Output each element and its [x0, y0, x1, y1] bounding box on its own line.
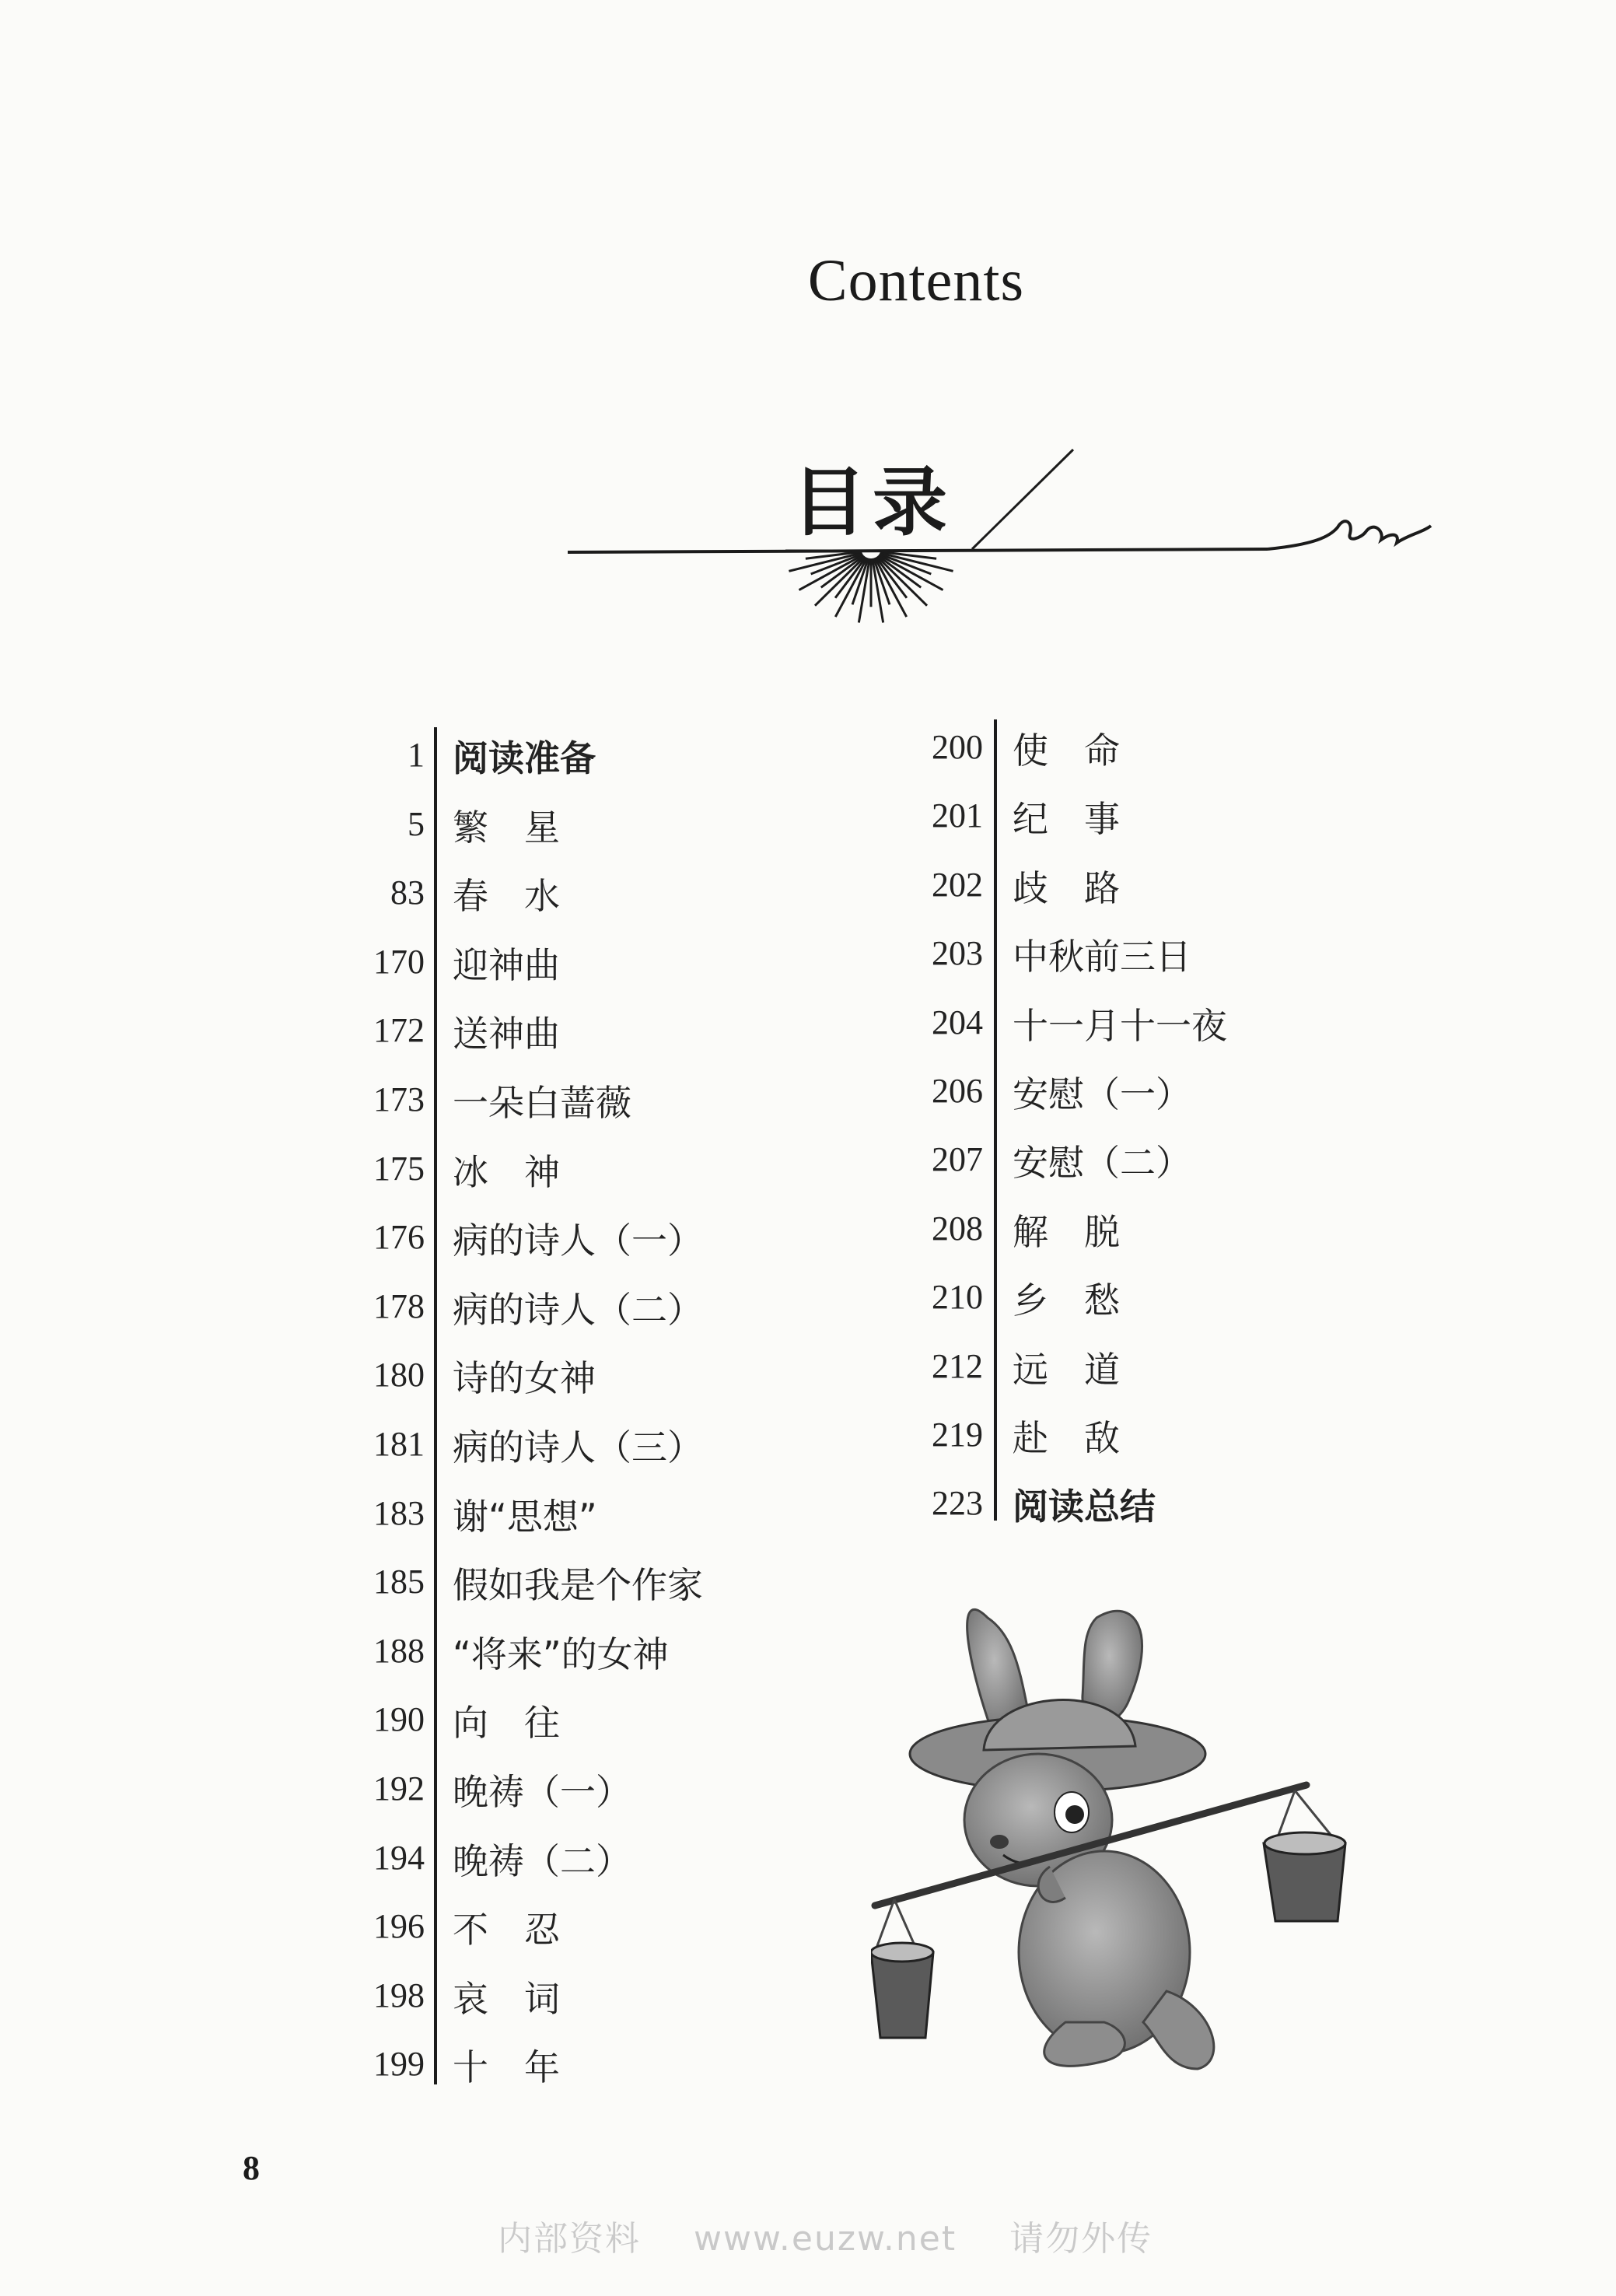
toc-entry-title[interactable]: 迎神曲 [453, 943, 560, 986]
toc-page-number: 199 [373, 2045, 425, 2084]
rabbit-carrying-buckets-illustration [871, 1587, 1431, 2084]
toc-page-number: 206 [932, 1072, 983, 1110]
watermark-text-2: 请勿外传 [1009, 2219, 1153, 2259]
toc-entry-title[interactable]: 哀 词 [453, 1977, 560, 2020]
toc-entry-title[interactable]: 向 往 [453, 1702, 560, 1745]
toc-entry-title[interactable]: 送神曲 [453, 1013, 560, 1055]
toc-entry-title[interactable]: 安慰（二） [1013, 1142, 1191, 1185]
toc-entry-title[interactable]: 谢“思想” [453, 1495, 597, 1538]
toc-entry-title[interactable]: 赴 敌 [1013, 1417, 1120, 1459]
toc-entry-title[interactable]: 使 命 [1013, 730, 1120, 772]
title-ornament [568, 436, 1454, 669]
toc-entry-title[interactable]: 乡 愁 [1013, 1279, 1120, 1322]
toc-page-number: 203 [932, 934, 983, 973]
toc-entry-title[interactable]: 远 道 [1013, 1348, 1120, 1391]
toc-entry-title[interactable]: 一朵白蔷薇 [453, 1082, 631, 1124]
toc-entry-title[interactable]: 中秋前三日 [1013, 936, 1191, 978]
watermark-url: www.euzw.net [694, 2219, 957, 2259]
toc-entry-title[interactable]: 阅读准备 [453, 737, 596, 779]
toc-page-number: 202 [932, 865, 983, 904]
contents-title: Contents [807, 248, 1025, 313]
watermark-text-1: 内部资料 [498, 2219, 641, 2259]
toc-page-number: 192 [373, 1769, 425, 1808]
toc-page-number: 212 [932, 1346, 983, 1385]
toc-entry-title[interactable]: 解 脱 [1013, 1210, 1120, 1253]
toc-page-number: 200 [932, 728, 983, 766]
toc-left-divider [434, 727, 437, 2084]
toc-entry-title[interactable]: 不 忍 [453, 1909, 560, 1951]
toc-page-number: 196 [373, 1907, 425, 1946]
toc-page-number: 223 [932, 1484, 983, 1523]
toc-entry-title[interactable]: 假如我是个作家 [453, 1564, 703, 1607]
toc-entry-title[interactable]: 冰 神 [453, 1150, 560, 1193]
toc-right-divider [994, 719, 997, 1521]
toc-entry-title[interactable]: 歧 路 [1013, 866, 1120, 909]
toc-entry-title[interactable]: 病的诗人（一） [453, 1220, 703, 1262]
toc-entry-title[interactable]: 繁 星 [453, 806, 560, 849]
toc-page-number: 5 [407, 804, 425, 843]
toc-entry-title[interactable]: 病的诗人（二） [453, 1288, 703, 1331]
toc-page-number: 210 [932, 1278, 983, 1317]
toc-page-number: 173 [373, 1080, 425, 1118]
page-number: 8 [243, 2149, 260, 2187]
toc-page-number: 194 [373, 1838, 425, 1877]
toc-page-number: 188 [373, 1631, 425, 1670]
toc-page-number: 172 [373, 1011, 425, 1050]
toc-page-number: 178 [373, 1286, 425, 1325]
toc-entry-title[interactable]: 纪 事 [1013, 798, 1120, 841]
toc-page-number: 170 [373, 942, 425, 981]
toc-page-number: 83 [390, 873, 425, 912]
toc-page-number: 204 [932, 1003, 983, 1041]
toc-entry-title[interactable]: 阅读总结 [1013, 1486, 1156, 1528]
toc-page-number: 208 [932, 1209, 983, 1248]
toc-page-number: 207 [932, 1140, 983, 1179]
toc-page-number: 198 [373, 1976, 425, 2014]
toc-entry-title[interactable]: 春 水 [453, 875, 560, 918]
toc-page-number: 181 [373, 1425, 425, 1463]
toc-entry-title[interactable]: 诗的女神 [453, 1357, 596, 1400]
toc-page-number: 190 [373, 1700, 425, 1739]
toc-entry-title[interactable]: 晚祷（二） [453, 1839, 631, 1882]
toc-page-number: 175 [373, 1149, 425, 1188]
watermark [498, 2210, 1193, 2260]
toc-entry-title[interactable]: 十一月十一夜 [1013, 1004, 1227, 1047]
toc-page-number: 219 [932, 1416, 983, 1454]
toc-heading: 目录 [792, 459, 953, 546]
toc-page-number: 180 [373, 1356, 425, 1395]
toc-entry-title[interactable]: 病的诗人（三） [453, 1426, 703, 1468]
toc-page-number: 201 [932, 796, 983, 835]
toc-entry-title[interactable]: “将来”的女神 [453, 1633, 669, 1675]
toc-page-number: 185 [373, 1563, 425, 1601]
toc-entry-title[interactable]: 晚祷（一） [453, 1771, 631, 1813]
toc-entry-title[interactable]: 十 年 [453, 2046, 560, 2089]
toc-entry-title[interactable]: 安慰（一） [1013, 1073, 1191, 1115]
toc-page-number: 183 [373, 1493, 425, 1532]
toc-page-number: 176 [373, 1218, 425, 1257]
toc-page-number: 1 [407, 736, 425, 774]
